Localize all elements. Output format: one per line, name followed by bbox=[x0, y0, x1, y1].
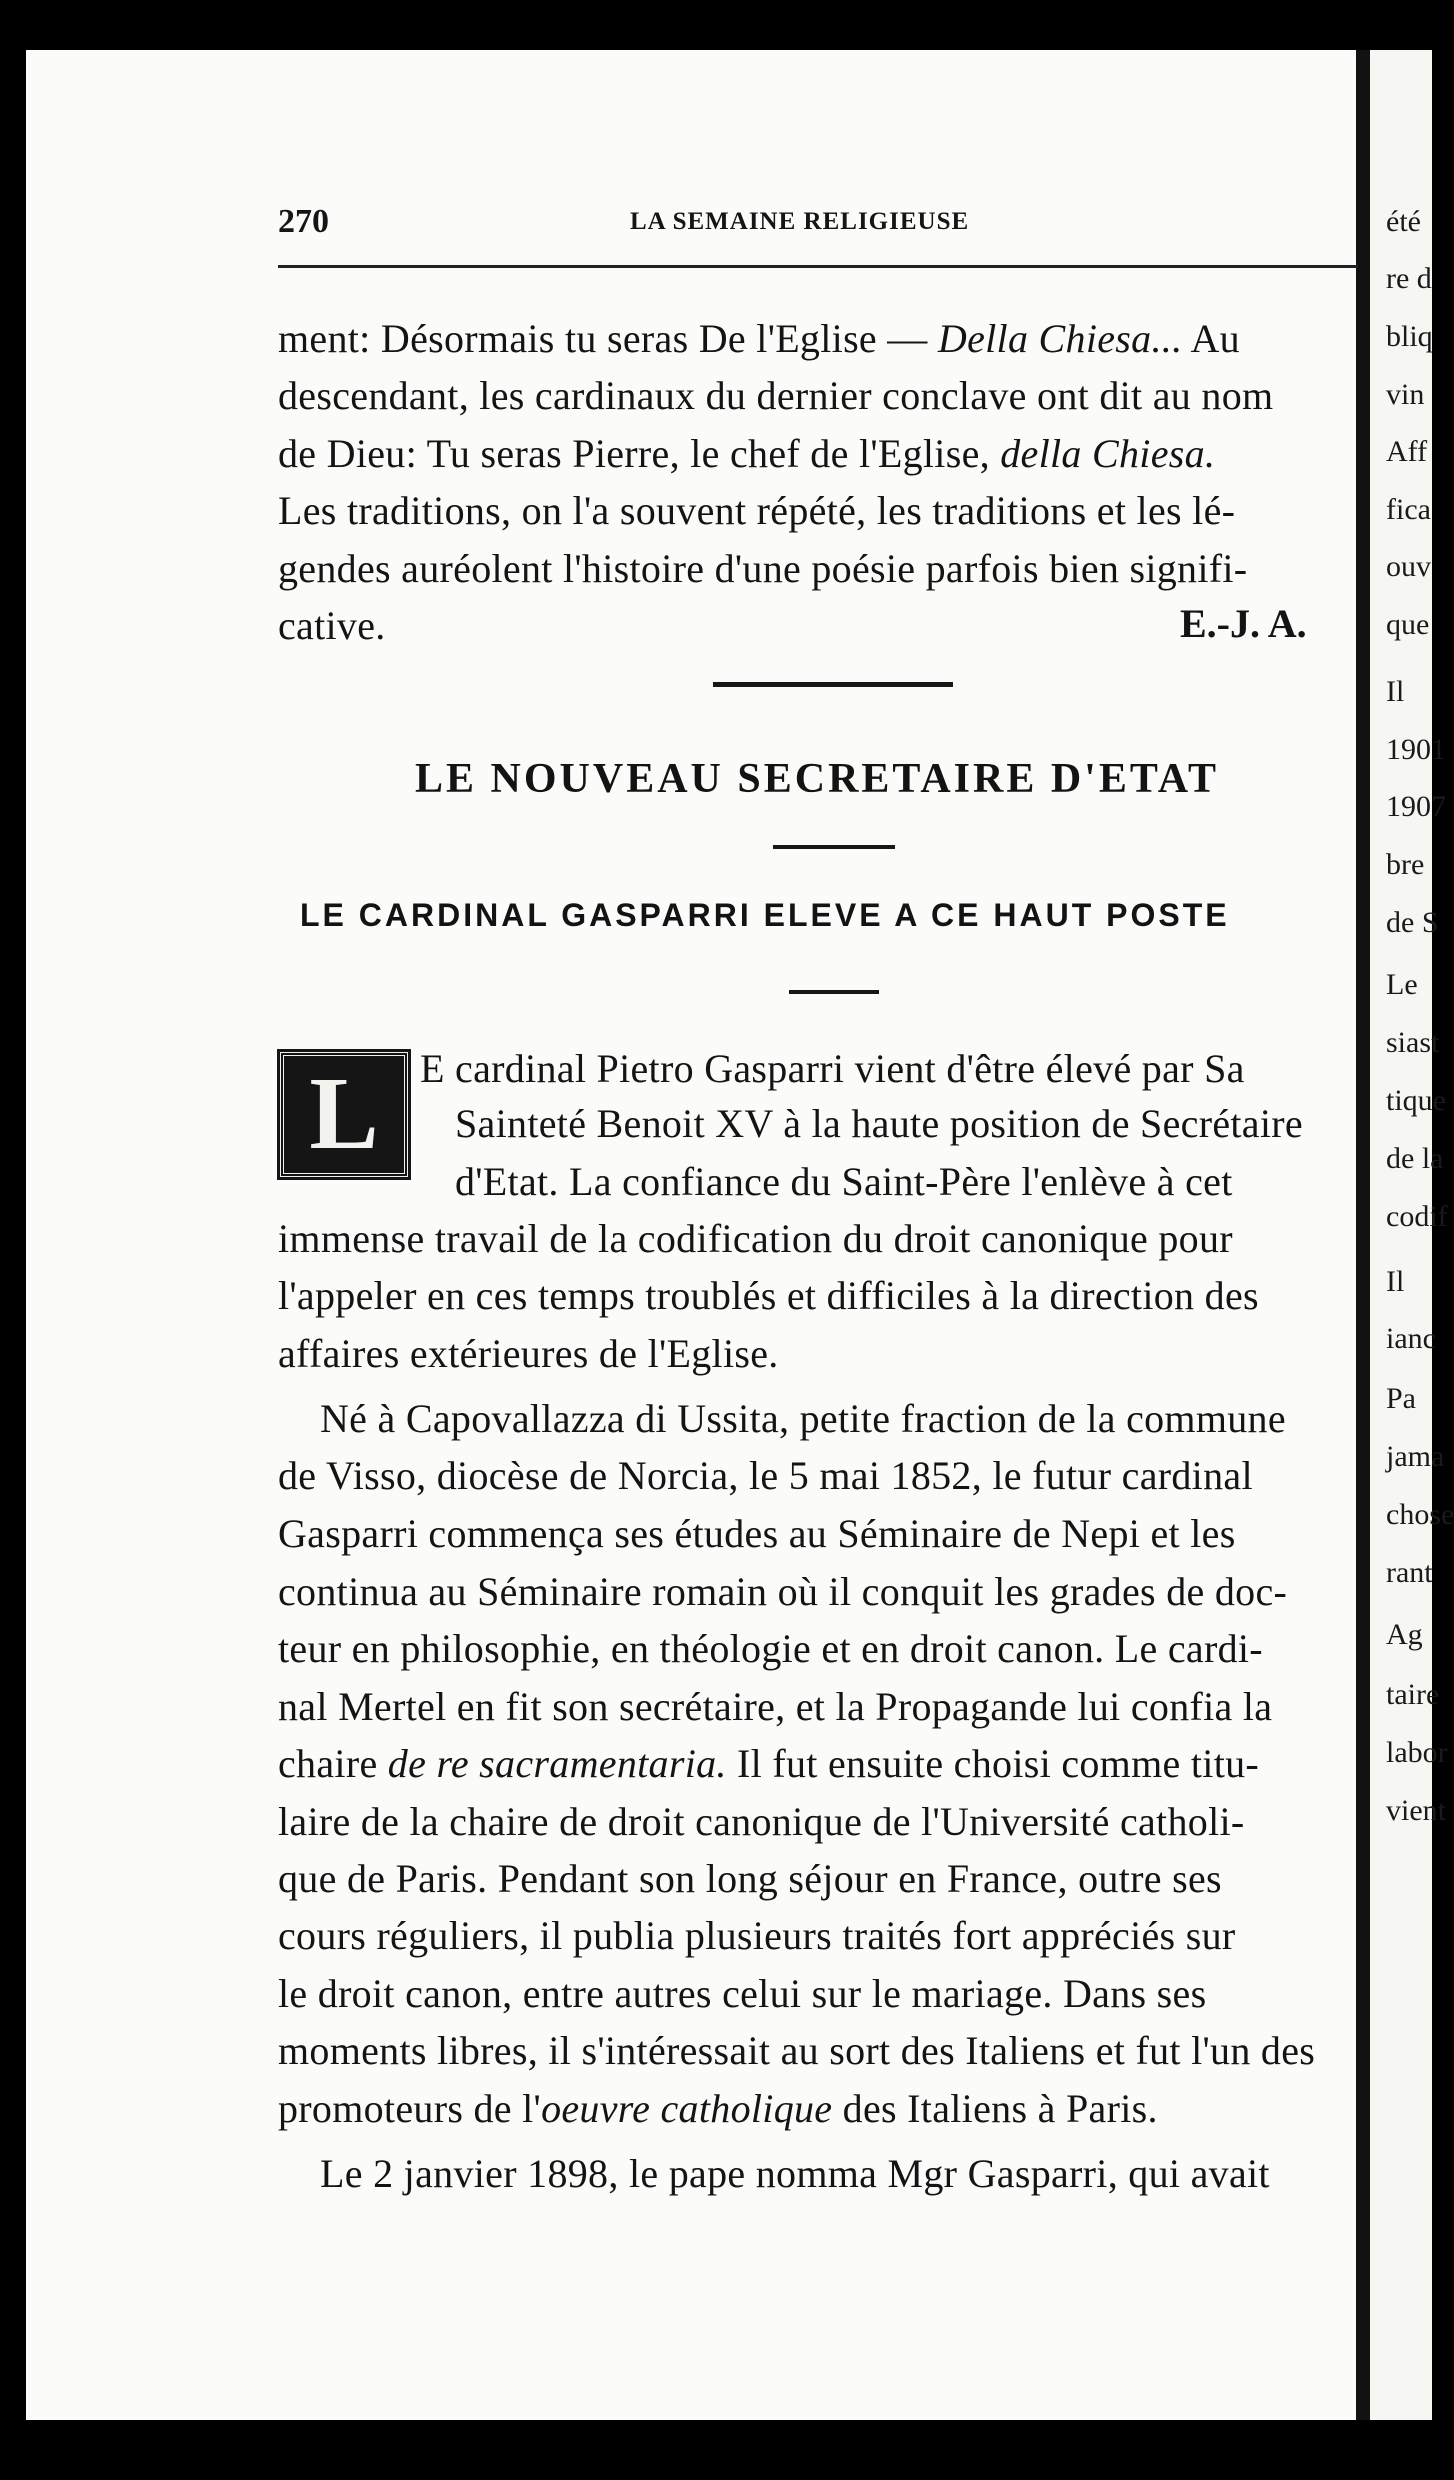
book-binding bbox=[1356, 50, 1370, 2420]
subtitle-separator bbox=[789, 990, 879, 994]
body-line: continua au Séminaire romain où il conquit les grades de doc- bbox=[278, 1569, 1288, 1614]
next-page-fragment: que bbox=[1386, 608, 1430, 641]
body-line: E cardinal Pietro Gasparri vient d'être élevé par Sa bbox=[420, 1046, 1245, 1091]
body-line: que de Paris. Pendant son long séjour en France, outre ses bbox=[278, 1856, 1222, 1901]
body-line: laire de la chaire de droit canonique de l'Université catholi- bbox=[278, 1799, 1245, 1844]
next-page-fragment: chose bbox=[1386, 1498, 1454, 1531]
body-line: le droit canon, entre autres celui sur le mariage. Dans ses bbox=[278, 1971, 1207, 2016]
dropcap-letter: L bbox=[280, 1052, 408, 1177]
next-page-fragment: 1901 bbox=[1386, 733, 1446, 766]
body-line: chaire de re sacramentaria. Il fut ensuite choisi comme titu- bbox=[278, 1741, 1260, 1786]
header-rule bbox=[278, 265, 1358, 268]
italic-phrase: della Chiesa. bbox=[1000, 431, 1216, 476]
next-page-fragment: vient bbox=[1386, 1794, 1446, 1827]
body-line: Gasparri commença ses études au Séminaire de Nepi et les bbox=[278, 1511, 1236, 1556]
page-number: 270 bbox=[278, 203, 329, 240]
next-page-fragment: de la bbox=[1386, 1142, 1444, 1175]
next-page-fragment: Il bbox=[1386, 1265, 1405, 1298]
next-page-fragment: taire bbox=[1386, 1678, 1440, 1711]
next-page-fragment: Pa bbox=[1386, 1382, 1416, 1415]
italic-phrase: oeuvre catholique bbox=[541, 2086, 833, 2131]
body-line: l'appeler en ces temps troublés et difficiles à la direction des bbox=[278, 1273, 1259, 1318]
next-page-fragment: fica bbox=[1386, 493, 1431, 526]
next-page-fragment: Il bbox=[1386, 675, 1405, 708]
next-page-fragment: bliq bbox=[1386, 320, 1433, 353]
italic-phrase: Della Chiesa... bbox=[937, 316, 1183, 361]
running-header-title: LA SEMAINE RELIGIEUSE bbox=[630, 208, 970, 235]
next-page-fragment: Ag bbox=[1386, 1618, 1423, 1651]
body-line: promoteurs de l'oeuvre catholique des Italiens à Paris. bbox=[278, 2086, 1158, 2131]
next-page-fragment: ouv bbox=[1386, 550, 1431, 583]
intro-line: Les traditions, on l'a souvent répété, les traditions et les lé- bbox=[278, 488, 1236, 533]
body-line: d'Etat. La confiance du Saint-Père l'enlève à cet bbox=[455, 1159, 1233, 1204]
next-page-fragment: ianc bbox=[1386, 1322, 1436, 1355]
body-line: Né à Capovallazza di Ussita, petite fraction de la commune bbox=[320, 1396, 1286, 1441]
article-subtitle: LE CARDINAL GASPARRI ELEVE A CE HAUT POSTE bbox=[300, 897, 1230, 933]
italic-phrase: de re sacramentaria. bbox=[387, 1741, 727, 1786]
next-page-fragment: tique bbox=[1386, 1084, 1446, 1117]
next-page-fragment: Le bbox=[1386, 968, 1418, 1001]
intro-line: descendant, les cardinaux du dernier conclave ont dit au nom bbox=[278, 373, 1274, 418]
next-page-fragment: jama bbox=[1386, 1440, 1445, 1473]
next-page-fragment: vin bbox=[1386, 378, 1425, 411]
intro-line: cative. bbox=[278, 603, 386, 648]
next-page-fragment: 1907 bbox=[1386, 790, 1446, 823]
intro-line: gendes auréolent l'histoire d'une poésie parfois bien signifi- bbox=[278, 546, 1248, 591]
intro-line: ment: Désormais tu seras De l'Eglise — Della Chiesa... Au bbox=[278, 316, 1240, 361]
next-page-fragment: de S bbox=[1386, 906, 1439, 939]
body-line: Sainteté Benoit XV à la haute position de Secrétaire bbox=[455, 1101, 1303, 1146]
body-line: moments libres, il s'intéressait au sort des Italiens et fut l'un des bbox=[278, 2028, 1316, 2073]
title-separator bbox=[773, 845, 895, 849]
next-page-fragment: été bbox=[1386, 205, 1421, 238]
section-separator bbox=[713, 682, 953, 687]
body-line: nal Mertel en fit son secrétaire, et la Propagande lui confia la bbox=[278, 1684, 1273, 1729]
next-page-fragment: bre bbox=[1386, 848, 1425, 881]
next-page-fragment: codif bbox=[1386, 1200, 1448, 1233]
author-signature: E.-J. A. bbox=[1180, 601, 1307, 646]
body-line: Le 2 janvier 1898, le pape nomma Mgr Gasparri, qui avait bbox=[320, 2151, 1270, 2196]
next-page-fragment: siast bbox=[1386, 1026, 1440, 1059]
next-page-fragment: Aff bbox=[1386, 435, 1428, 468]
body-line: cours réguliers, il publia plusieurs traités fort appréciés sur bbox=[278, 1913, 1236, 1958]
article-title: LE NOUVEAU SECRETAIRE D'ETAT bbox=[415, 756, 1219, 802]
next-page-fragment: re d bbox=[1386, 262, 1432, 295]
next-page-fragment: rant bbox=[1386, 1556, 1433, 1589]
body-line: teur en philosophie, en théologie et en droit canon. Le cardi- bbox=[278, 1626, 1263, 1671]
body-line: de Visso, diocèse de Norcia, le 5 mai 1852, le futur cardinal bbox=[278, 1453, 1253, 1498]
adjacent-page-edge bbox=[1370, 50, 1454, 2420]
body-line: immense travail de la codification du droit canonique pour bbox=[278, 1216, 1233, 1261]
next-page-fragment: labor bbox=[1386, 1736, 1448, 1769]
body-line: affaires extérieures de l'Eglise. bbox=[278, 1331, 779, 1376]
intro-line: de Dieu: Tu seras Pierre, le chef de l'Eglise, della Chiesa. bbox=[278, 431, 1216, 476]
